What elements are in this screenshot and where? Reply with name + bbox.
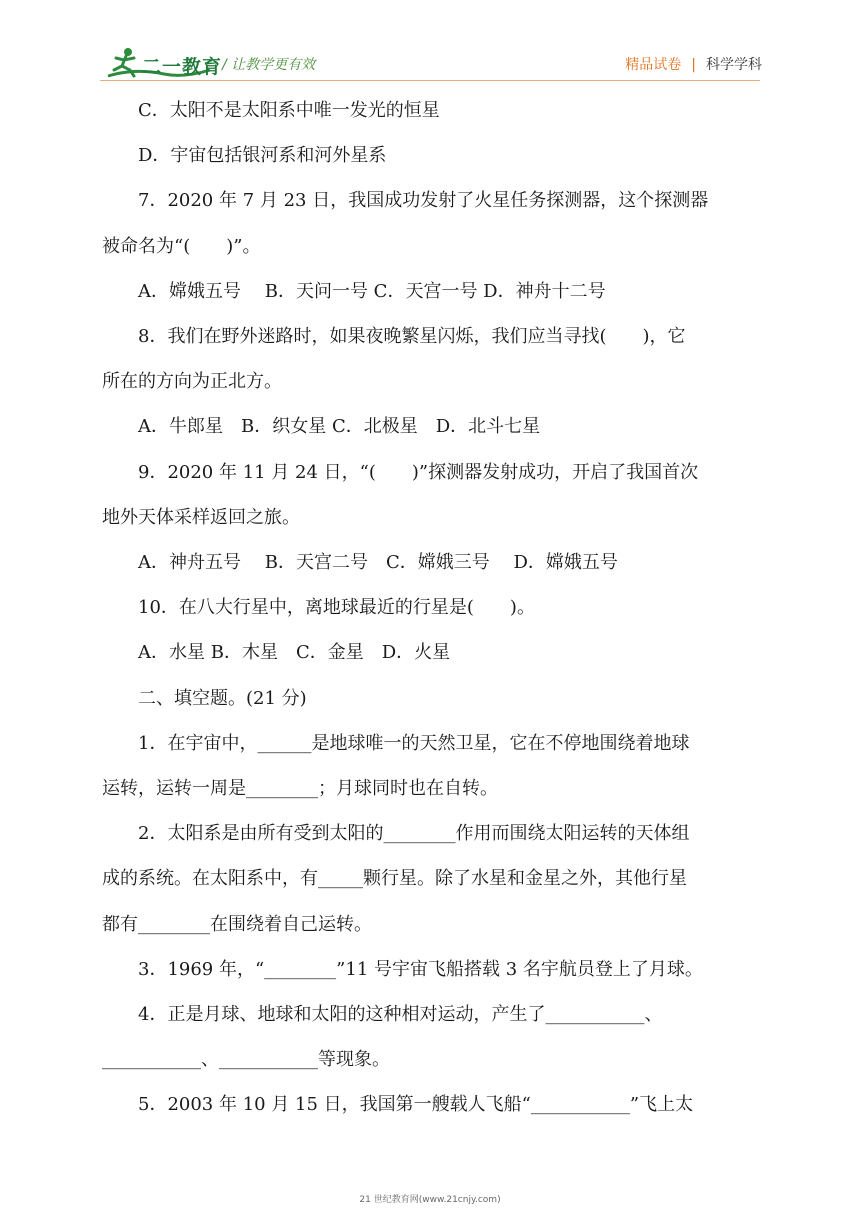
text-line: 8．我们在野外迷路时，如果夜晚繁星闪烁，我们应当寻找( )，它: [138, 326, 686, 348]
slogan: / 让教学更有效: [222, 57, 316, 73]
text-line: D．宇宙包括银河系和河外星系: [138, 145, 387, 167]
header-separator: |: [691, 57, 696, 73]
text-line: A．神舟五号 B．天宫二号 C．嫦娥三号 D．嫦娥五号: [138, 552, 618, 574]
header-tag: 精品试卷: [625, 57, 682, 73]
text-line: 被命名为“( )”。: [102, 235, 261, 257]
text-line: 2．太阳系是由所有受到太阳的________作用而围绕太阳运转的天体组: [138, 823, 690, 845]
text-line: 1．在宇宙中，______是地球唯一的天然卫星，它在不停地围绕着地球: [138, 732, 690, 754]
text-line: A．嫦娥五号 B．天问一号 C．天宫一号 D．神舟十二号: [138, 280, 606, 302]
text-line: A．水星 B．木星 C．金星 D．火星: [138, 642, 451, 664]
text-line: A．牛郎星 B．织女星 C．北极星 D．北斗七星: [138, 416, 541, 438]
header-divider: [100, 80, 760, 81]
text-line: 3．1969 年，“________”11 号宇宙飞船搭载 3 名宇航员登上了月球。: [138, 958, 703, 980]
text-line: ___________、___________等现象。: [102, 1049, 390, 1071]
text-line: 所在的方向为正北方。: [102, 371, 282, 393]
text-line: 10．在八大行星中，离地球最近的行星是( )。: [138, 597, 535, 619]
header-right: [625, 54, 762, 74]
text-line: 9．2020 年 11 月 24 日，“( )”探测器发射成功，开启了我国首次: [138, 461, 699, 483]
logo-text: 二一教育: [142, 56, 223, 78]
page-header: [0, 0, 860, 90]
document-body: [102, 88, 762, 1128]
text-line: 运转，运转一周是________；月球同时也在自转。: [102, 778, 498, 800]
text-line: 二、填空题。(21 分): [138, 687, 307, 709]
text-line: 成的系统。在太阳系中，有_____颗行星。除了水星和金星之外，其他行星: [102, 868, 687, 890]
text-line: 地外天体采样返回之旅。: [102, 506, 300, 528]
header-subject: 科学学科: [706, 57, 762, 73]
text-line: 5．2003 年 10 月 15 日，我国第一艘载人飞船“___________”飞上太: [138, 1094, 694, 1116]
page-footer: 21 世纪教育网(www.21cnjy.com): [359, 1195, 501, 1205]
text-line: C．太阳不是太阳系中唯一发光的恒星: [138, 100, 440, 121]
text-line: 都有________在围绕着自己运转。: [102, 913, 372, 935]
text-line: 4．正是月球、地球和太阳的这种相对运动，产生了___________、: [138, 1004, 663, 1026]
text-line: 7．2020 年 7 月 23 日，我国成功发射了火星任务探测器，这个探测器: [138, 190, 709, 212]
